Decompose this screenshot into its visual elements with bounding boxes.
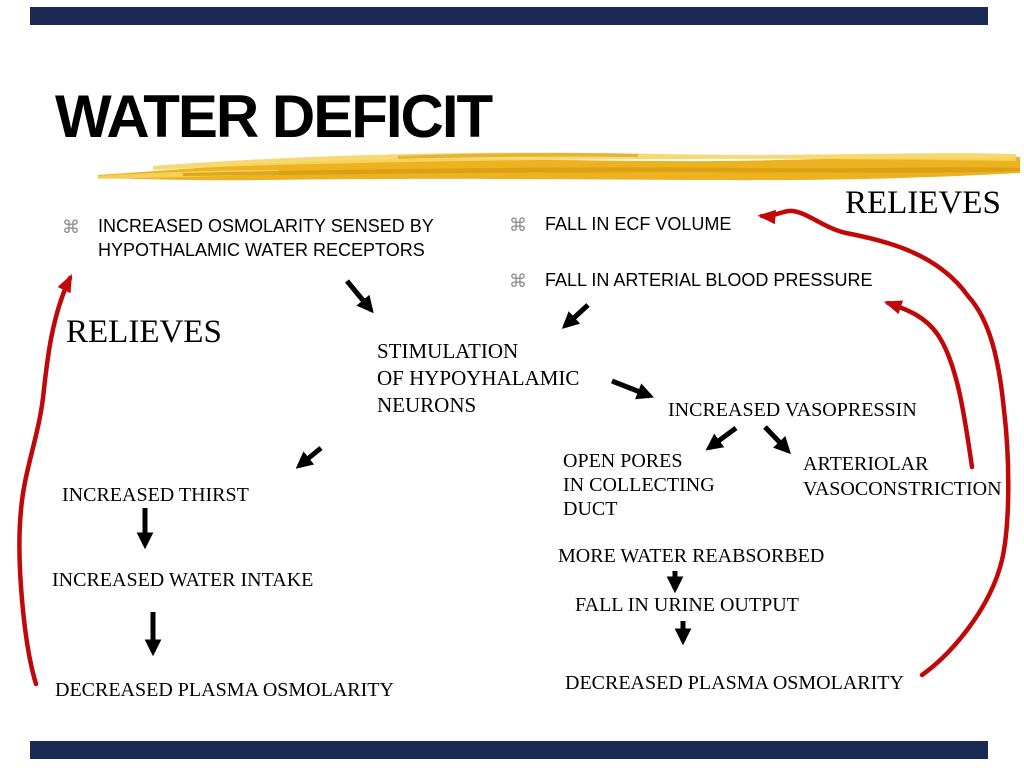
relieves-label-right: RELIEVES — [845, 185, 1001, 221]
node-text-line: OPEN PORES — [563, 450, 683, 472]
command-bullet-icon: ⌘ — [509, 215, 527, 235]
arrow-stimulation-to-thirst — [299, 448, 321, 466]
arrow-bullets-to-stimulation — [565, 305, 588, 326]
node-text-line: VASOCONSTRICTION — [803, 478, 1002, 500]
bullet-text-line: INCREASED OSMOLARITY SENSED BY — [98, 216, 434, 236]
node-increased-water-intake: INCREASED WATER INTAKE — [52, 569, 314, 591]
node-fall-in-urine-output: FALL IN URINE OUTPUT — [575, 594, 799, 616]
bullet-text-line: FALL IN ECF VOLUME — [545, 214, 732, 234]
node-decreased-plasma-osmolarity-right: DECREASED PLASMA OSMOLARITY — [565, 672, 904, 694]
node-text-line: OF HYPOYHALAMIC — [377, 366, 580, 390]
node-text-line: NEURONS — [377, 393, 477, 417]
page-title: WATER DEFICIT — [55, 83, 492, 150]
node-open-pores-collecting-duct — [563, 449, 715, 521]
bottom-accent-bar — [30, 741, 988, 759]
arrow-stimulation-to-vasopressin — [612, 381, 650, 396]
arrow-vasopressin-to-arteriolar — [765, 427, 788, 451]
arrow-osmolarity-to-stimulation — [347, 281, 371, 310]
red-relieves-curve-left — [19, 278, 70, 684]
node-text-line: STIMULATION — [377, 339, 519, 363]
node-text-line: IN COLLECTING — [563, 474, 715, 496]
node-text-line: DUCT — [563, 498, 618, 520]
node-increased-vasopressin: INCREASED VASOPRESSIN — [668, 399, 917, 421]
node-text-line: ARTERIOLAR — [803, 453, 929, 475]
bullet-fall-ecf-volume — [509, 212, 732, 236]
command-bullet-icon: ⌘ — [509, 271, 527, 291]
bullet-fall-arterial-pressure — [509, 268, 873, 292]
top-accent-bar — [30, 7, 988, 25]
node-arteriolar-vasoconstriction — [803, 452, 1002, 502]
brush-stroke-underline — [98, 142, 1020, 190]
bullet-text-line: HYPOTHALAMIC WATER RECEPTORS — [98, 240, 425, 260]
bullet-increased-osmolarity — [62, 214, 434, 262]
node-stimulation-hypothalamic-neurons — [377, 338, 579, 419]
arrow-vasopressin-to-open-pores — [709, 428, 736, 448]
relieves-label-left: RELIEVES — [66, 314, 222, 350]
bullet-text-line: FALL IN ARTERIAL BLOOD PRESSURE — [545, 270, 873, 290]
node-increased-thirst: INCREASED THIRST — [62, 484, 249, 506]
node-decreased-plasma-osmolarity-left: DECREASED PLASMA OSMOLARITY — [55, 679, 394, 701]
command-bullet-icon: ⌘ — [62, 217, 80, 237]
node-more-water-reabsorbed: MORE WATER REABSORBED — [558, 545, 825, 567]
red-relieves-curve-right-inner — [888, 303, 972, 467]
